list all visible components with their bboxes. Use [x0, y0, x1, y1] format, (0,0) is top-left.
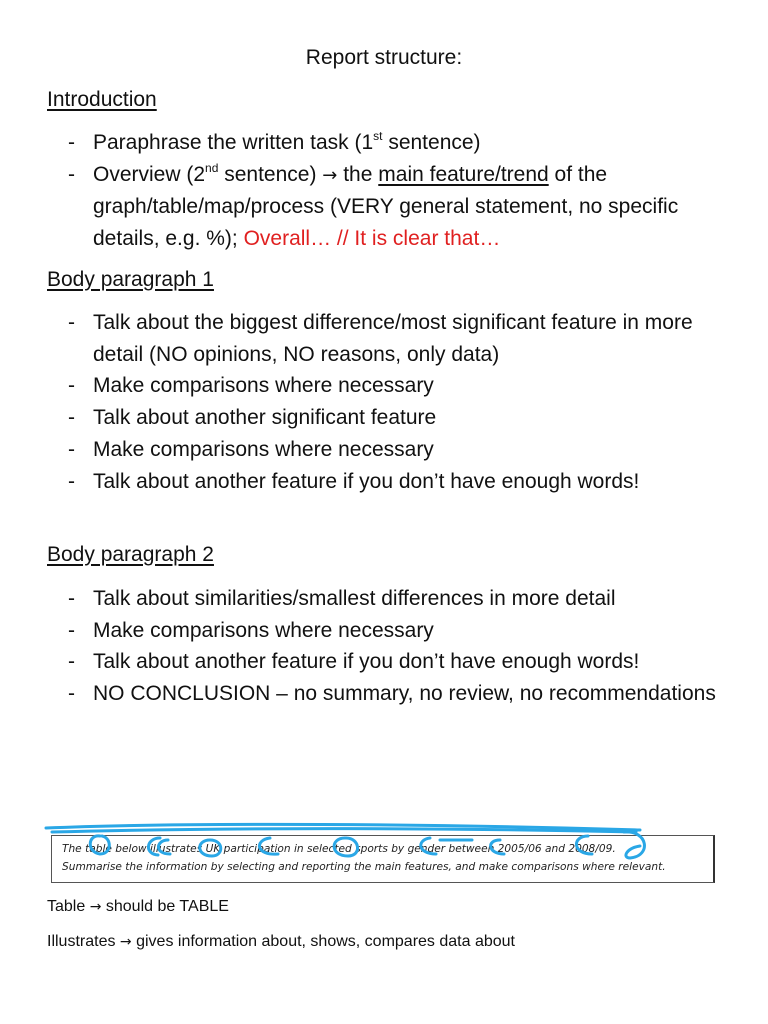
- arrow-right-icon: →: [322, 164, 338, 186]
- list-item: - Talk about another feature if you don’t have enough words!: [68, 466, 728, 498]
- list-item: - Talk about similarities/smallest differences in more detail: [68, 583, 728, 615]
- page-title: Report structure:: [305, 46, 463, 69]
- list-item: - Overview (2nd sentence) → the main feature/trend of the graph/table/map/process (VERY general statement, no specific details, e.g. %); Overall… // It is clear that…: [68, 159, 728, 255]
- list-item: - Talk about the biggest difference/most significant feature in more detail (NO opinions, NO reasons, only data): [68, 307, 728, 370]
- task-prompt-box: [51, 835, 715, 883]
- body-paragraph-1-list: [68, 307, 728, 497]
- arrow-right-icon: →: [119, 934, 132, 950]
- list-item: - Make comparisons where necessary: [68, 615, 728, 647]
- introduction-list: [68, 127, 728, 255]
- list-item: - Talk about another feature if you don’t have enough words!: [68, 646, 728, 678]
- list-item: - Paraphrase the written task (1st sentence): [68, 127, 728, 159]
- body-paragraph-2-list: [68, 583, 728, 710]
- list-item: - NO CONCLUSION – no summary, no review, no recommendations: [68, 678, 728, 710]
- list-item: - Make comparisons where necessary: [68, 434, 728, 466]
- introduction-heading: Introduction: [47, 88, 157, 111]
- list-item: - Make comparisons where necessary: [68, 370, 728, 402]
- main-feature-underlined: main feature/trend: [378, 162, 549, 186]
- task-line-1: The table below illustrates UK participation in selected sports by gender between 2005/06 and 2008/09.: [62, 843, 616, 855]
- arrow-right-icon: →: [89, 899, 102, 915]
- list-item: - Talk about another significant feature: [68, 402, 728, 434]
- note-illustrates: Illustrates → gives information about, shows, compares data about: [47, 933, 515, 950]
- overall-red-phrase: Overall… // It is clear that…: [243, 227, 501, 251]
- note-table: Table → should be TABLE: [47, 898, 229, 915]
- body-paragraph-2-heading: Body paragraph 2: [47, 543, 214, 566]
- body-paragraph-1-heading: Body paragraph 1: [47, 268, 214, 291]
- task-line-2: Summarise the information by selecting and reporting the main features, and make comparisons where relevant.: [62, 861, 666, 873]
